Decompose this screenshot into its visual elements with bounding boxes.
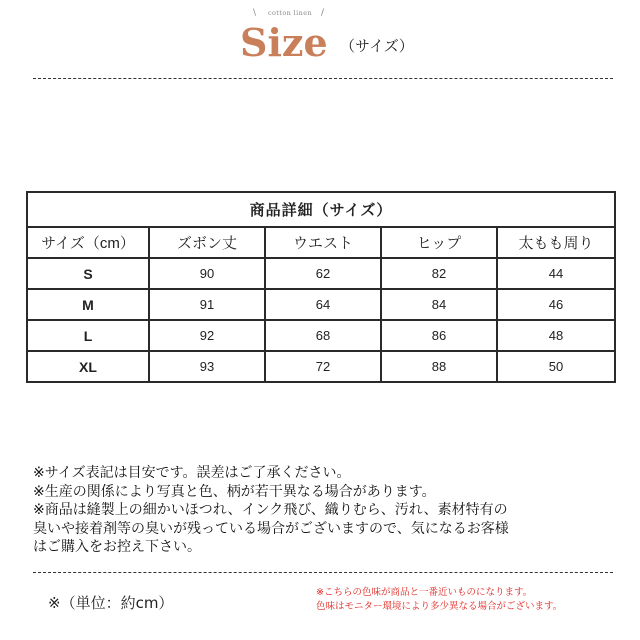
table-row — [27, 320, 615, 351]
column-header-size: サイズ（cm） — [27, 227, 149, 258]
table-cell: 88 — [381, 351, 497, 382]
table-row — [27, 351, 615, 382]
color-note-line: 色味はモニター環境により多少異なる場合がございます。 — [316, 601, 563, 612]
tagline-slash-left: \ — [253, 8, 257, 18]
tagline: cotton linen — [267, 9, 313, 17]
table-cell: 91 — [149, 289, 265, 320]
note-line: はご購入をお控え下さい。 — [33, 539, 201, 555]
color-note-line: ※こちらの色味が商品と一番近いものになります。 — [316, 587, 533, 598]
table-cell: 72 — [265, 351, 381, 382]
tagline-slash-right: / — [321, 8, 325, 18]
table-cell: 50 — [497, 351, 615, 382]
note-line: ※商品は縫製上の細かいほつれ、インク飛び、織りむら、汚れ、素材特有の — [33, 502, 508, 518]
page-title: Size — [240, 20, 328, 65]
size-label: S — [27, 258, 149, 289]
notes-block — [33, 464, 623, 557]
table-cell: 93 — [149, 351, 265, 382]
table-cell: 44 — [497, 258, 615, 289]
column-header-waist: ウエスト — [265, 227, 381, 258]
size-label: M — [27, 289, 149, 320]
column-header-thigh: 太もも周り — [497, 227, 615, 258]
size-label: L — [27, 320, 149, 351]
table-cell: 90 — [149, 258, 265, 289]
page-subtitle: （サイズ） — [340, 37, 414, 55]
table-cell: 48 — [497, 320, 615, 351]
column-header-length: ズボン丈 — [149, 227, 265, 258]
table-title: 商品詳細（サイズ） — [27, 192, 615, 227]
unit-note: ※（単位：約cm） — [48, 594, 174, 612]
table-cell: 84 — [381, 289, 497, 320]
table-cell: 86 — [381, 320, 497, 351]
table-cell: 92 — [149, 320, 265, 351]
table-cell: 46 — [497, 289, 615, 320]
note-line: ※サイズ表記は目安です。誤差はご了承ください。 — [33, 465, 351, 481]
table-cell: 82 — [381, 258, 497, 289]
size-label: XL — [27, 351, 149, 382]
table-cell: 62 — [265, 258, 381, 289]
table-header-row — [27, 227, 615, 258]
table-row — [27, 258, 615, 289]
table-row — [27, 289, 615, 320]
divider-top — [33, 78, 613, 79]
size-table — [26, 191, 616, 383]
color-note — [316, 586, 616, 614]
table-title-row — [27, 192, 615, 227]
table-cell: 68 — [265, 320, 381, 351]
table-cell: 64 — [265, 289, 381, 320]
divider-bottom — [33, 572, 613, 573]
note-line: ※生産の関係により写真と色、柄が若干異なる場合があります。 — [33, 483, 436, 500]
note-line: 臭いや接着剤等の臭いが残っている場合がございますので、気になるお客様 — [33, 520, 509, 537]
column-header-hip: ヒップ — [381, 227, 497, 258]
page-header — [0, 0, 640, 70]
